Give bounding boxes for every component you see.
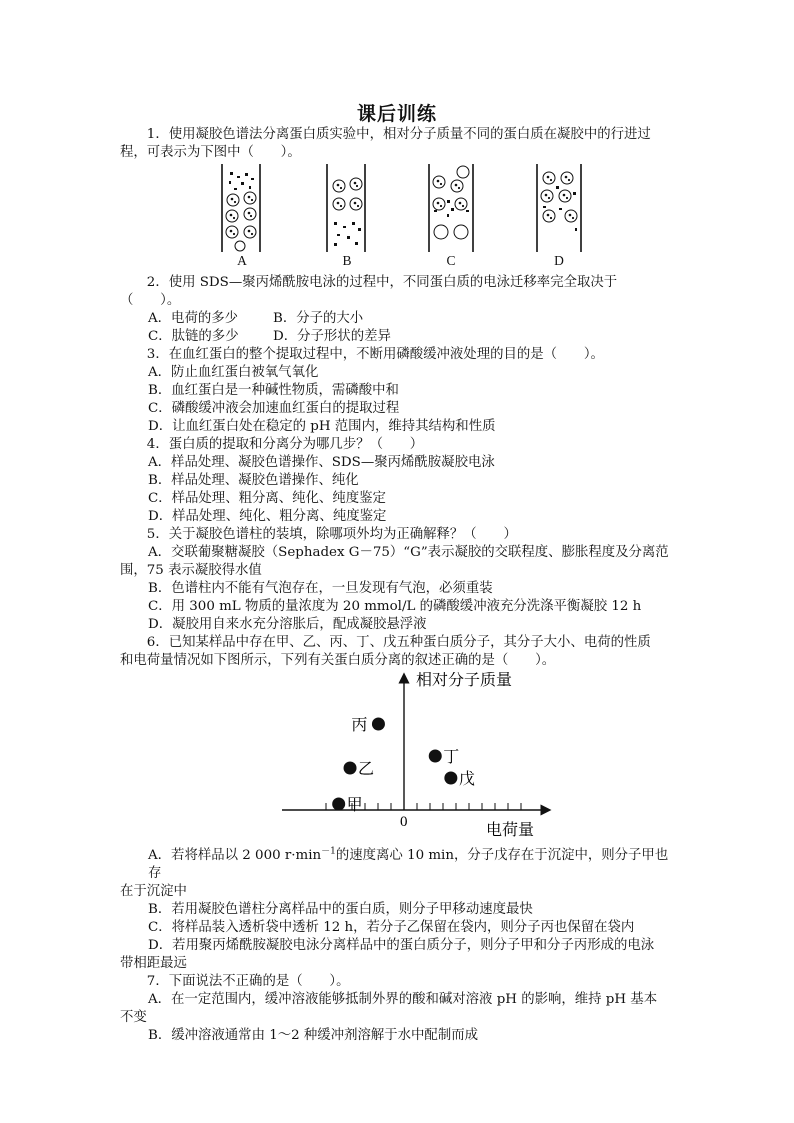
q4-option-a: A．样品处理、凝胶色谱操作、SDS—聚丙烯酰胺凝胶电泳: [148, 455, 495, 470]
q6-chart: [120, 672, 676, 845]
q6-scatter-plot: [280, 672, 556, 842]
chart-axes: [282, 678, 546, 810]
q2-options-row1: [120, 310, 676, 328]
data-point-4: [444, 772, 457, 785]
q1-figure: [120, 164, 676, 272]
data-point-label-2: 乙: [358, 759, 375, 778]
column-b: [325, 164, 369, 268]
q5-option-c: C．用 300 mL 物质的量浓度为 20 mmol/L 的磷酸缓冲液充分洗涤平衡凝胶 12 h: [148, 599, 642, 614]
q1-stem-line2: 程，可表示为下图中（ ）。: [120, 145, 301, 160]
q5-option-d: D．凝胶用自来水充分溶胀后，配成凝胶悬浮液: [148, 617, 427, 632]
q4-option-d: D．样品处理、纯化、粗分离、纯度鉴定: [148, 509, 387, 524]
column-a-drawing: [220, 164, 264, 254]
column-d: [535, 164, 583, 268]
column-b-label: B: [342, 253, 352, 268]
data-point-label-1: 丙: [351, 715, 368, 734]
page-title: 课后训练: [356, 103, 437, 125]
data-point-1: [372, 718, 385, 731]
data-point-5: [332, 798, 345, 811]
q3-stem: 3．在血红蛋白的整个提取过程中，不断用磷酸缓冲液处理的目的是（ ）。: [146, 347, 604, 362]
q3-option-b: B．血红蛋白是一种碱性物质，需磷酸中和: [148, 383, 399, 398]
q6-option-a-sup: －1: [321, 846, 336, 857]
data-point-2: [344, 762, 357, 775]
data-point-3: [429, 750, 442, 763]
q7-option-a-line2: 不变: [120, 1010, 147, 1025]
column-d-label: D: [554, 253, 564, 268]
q4-option-c: C．样品处理、粗分离、纯化、纯度鉴定: [148, 491, 386, 506]
q6-option-d-line1: D．若用聚丙烯酰胺凝胶电泳分离样品中的蛋白质分子，则分子甲和分子丙形成的电泳: [148, 938, 655, 953]
q2-option-d: D．分子形状的差异: [273, 329, 391, 344]
q5-stem: 5．关于凝胶色谱柱的装填，除哪项外均为正确解释？（ ）: [146, 527, 517, 542]
q7-option-a-line1: A．在一定范围内，缓冲溶液能够抵制外界的酸和碱对溶液 pH 的影响，维持 pH 基本: [148, 992, 658, 1007]
q7-stem: 7．下面说法不正确的是（ ）。: [146, 974, 350, 989]
q6-stem-line2: 和电荷量情况如下图所示，下列有关蛋白质分离的叙述正确的是（ ）。: [120, 653, 556, 668]
column-c-drawing: [427, 164, 475, 254]
column-d-drawing: [535, 164, 583, 254]
q5-option-a-line2: 围，75 表示凝胶得水值: [120, 563, 262, 578]
column-a-label: A: [237, 253, 247, 268]
column-c-label: C: [446, 253, 456, 268]
question-list: [120, 126, 676, 1045]
q5-option-a-line1: A．交联葡聚糖凝胶（Sephadex G－75）“G”表示凝胶的交联程度、膨胀程度及分离范: [148, 545, 669, 560]
q6-option-a-line1: [120, 847, 676, 883]
x-axis-label: 电荷量: [486, 820, 535, 839]
data-point-label-5: 甲: [346, 795, 363, 814]
q2-stem-line2: （ ）。: [120, 293, 181, 308]
data-point-label-4: 戊: [458, 769, 475, 788]
q4-option-b: B．样品处理、凝胶色谱操作、纯化: [148, 473, 359, 488]
q3-option-d: D．让血红蛋白处在稳定的 pH 范围内，维持其结构和性质: [148, 419, 496, 434]
q6-option-a-pre: A．若将样品以 2 000 r·min: [148, 848, 322, 863]
q6-option-b: B．若用凝胶色谱柱分离样品中的蛋白质，则分子甲移动速度最快: [148, 902, 533, 917]
q1-stem-line1: 1．使用凝胶色谱法分离蛋白质实验中，相对分子质量不同的蛋白质在凝胶中的行进过: [146, 127, 651, 142]
column-c: [427, 164, 475, 268]
q4-stem: 4．蛋白质的提取和分离分为哪几步？（ ）: [146, 437, 424, 452]
y-axis-label: 相对分子质量: [416, 672, 513, 689]
q5-option-b: B．色谱柱内不能有气泡存在，一旦发现有气泡，必须重装: [148, 581, 493, 596]
q6-option-a-post: 的速度离心 10 min，分子戊存在于沉淀中，则分子甲也存: [148, 848, 669, 881]
q2-option-b: B．分子的大小: [273, 311, 364, 326]
column-b-drawing: [325, 164, 369, 254]
q3-option-a: A．防止血红蛋白被氧气氧化: [148, 365, 319, 380]
column-a: [220, 164, 264, 268]
origin-label: 0: [400, 814, 408, 830]
q2-option-a: A．电荷的多少: [148, 311, 239, 326]
q2-options-row2: [120, 328, 676, 346]
q2-option-c: C．肽链的多少: [148, 329, 239, 344]
q6-stem-line1: 6．已知某样品中存在甲、乙、丙、丁、戊五种蛋白质分子，其分子大小、电荷的性质: [146, 635, 651, 650]
q7-option-b: B．缓冲溶液通常由 1～2 种缓冲剂溶解于水中配制而成: [148, 1028, 478, 1043]
q6-option-d-line2: 带相距最远: [120, 956, 187, 971]
q6-option-a-line2: 在于沉淀中: [120, 884, 187, 899]
q6-option-c: C．将样品装入透析袋中透析 12 h，若分子乙保留在袋内，则分子丙也保留在袋内: [148, 920, 635, 935]
q2-stem-line1: 2．使用 SDS—聚丙烯酰胺电泳的过程中，不同蛋白质的电泳迁移率完全取决于: [146, 275, 618, 290]
q3-option-c: C．磷酸缓冲液会加速血红蛋白的提取过程: [148, 401, 400, 416]
data-point-label-3: 丁: [443, 747, 460, 766]
